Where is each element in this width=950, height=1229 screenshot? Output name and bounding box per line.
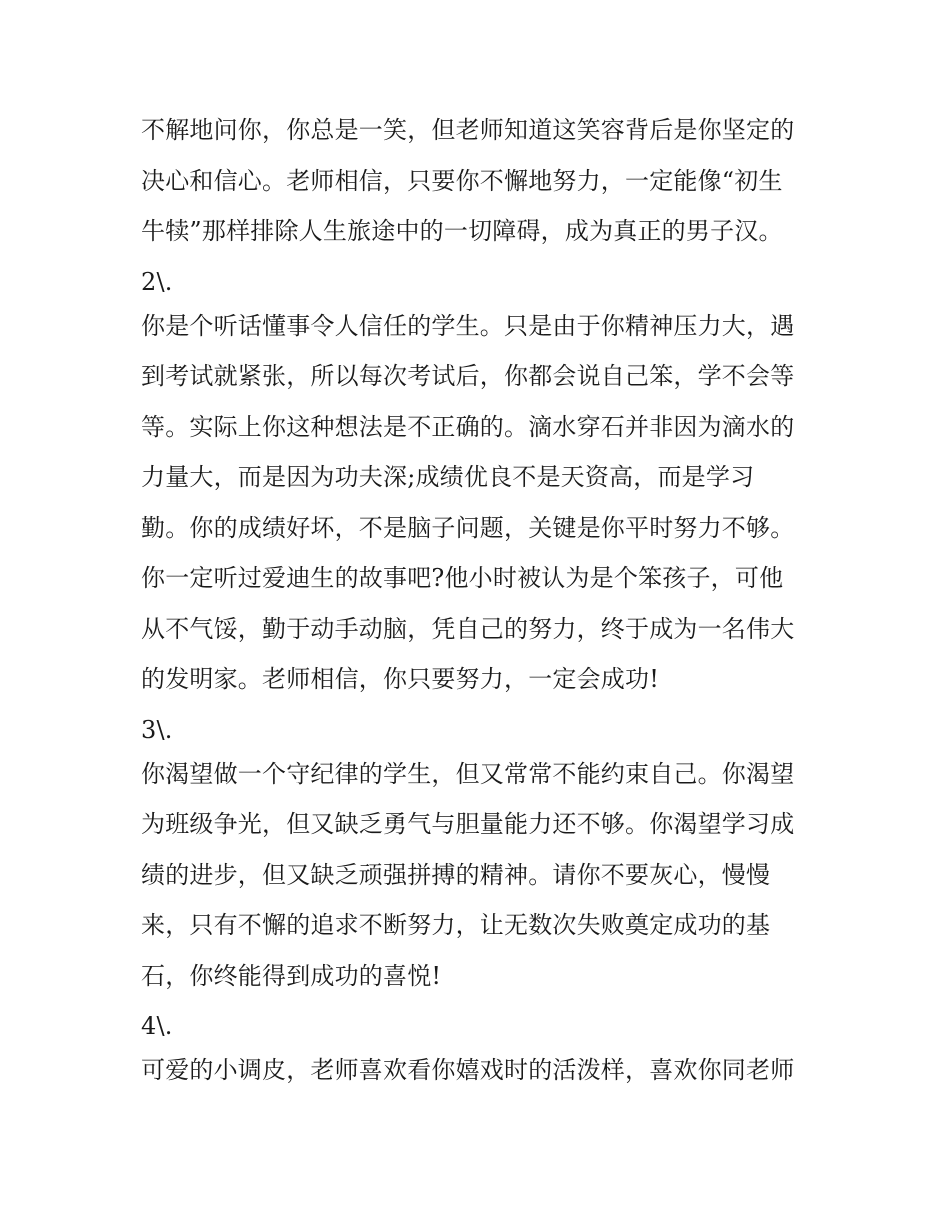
text-line: 你一定听过爱迪生的故事吧?他小时被认为是个笨孩子，可他 <box>141 564 784 592</box>
paragraph-2 <box>141 260 831 708</box>
text-line: 为班级争光，但又缺乏勇气与胆量能力还不够。你渴望学习成 <box>141 810 795 838</box>
text-line: 绩的进步，但又缺乏顽强拼搏的精神。请你不要灰心，慢慢 <box>141 860 771 889</box>
text-line: 来，只有不懈的追求不断努力，让无数次失败奠定成功的基 <box>141 911 771 939</box>
item-number: 3\. <box>141 715 173 744</box>
text-line: 不解地问你，你总是一笑，但老师知道这笑容背后是你坚定的 <box>141 116 795 144</box>
text-line: 可爱的小调皮，老师喜欢看你嬉戏时的活泼样，喜欢你同老师 <box>141 1056 795 1084</box>
text-line: 从不气馁，勤于动手动脑，凭自己的努力，终于成为一名伟大 <box>141 614 795 643</box>
text-line: 的发明家。老师相信，你只要努力，一定会成功! <box>141 665 660 693</box>
text-line: 你渴望做一个守纪律的学生，但又常常不能约束自己。你渴望 <box>141 759 795 788</box>
document-body <box>141 108 831 1099</box>
item-number: 4\. <box>141 1012 173 1040</box>
text-line: 勤。你的成绩好坏，不是脑子问题，关键是你平时努力不够。 <box>141 513 795 542</box>
text-line: 牛犊”那样排除人生旅途中的一切障碍，成为真正的男子汉。 <box>141 217 783 245</box>
text-line: 石，你终能得到成功的喜悦! <box>141 961 442 990</box>
text-line: 到考试就紧张，所以每次考试后，你都会说自己笨，学不会等 <box>141 362 795 390</box>
paragraph-4 <box>141 1004 831 1099</box>
paragraph-3 <box>141 708 831 1005</box>
text-line: 等。实际上你这种想法是不正确的。滴水穿石并非因为滴水的 <box>141 412 795 441</box>
text-line: 你是个听话懂事令人信任的学生。只是由于你精神压力大，遇 <box>141 311 795 340</box>
paragraph-1 <box>141 108 831 260</box>
text-line: 力量大，而是因为功夫深;成绩优良不是天资高，而是学习 <box>141 463 755 491</box>
text-line: 决心和信心。老师相信，只要你不懈地努力，一定能像“初生 <box>141 166 783 195</box>
item-number: 2\. <box>141 267 173 296</box>
